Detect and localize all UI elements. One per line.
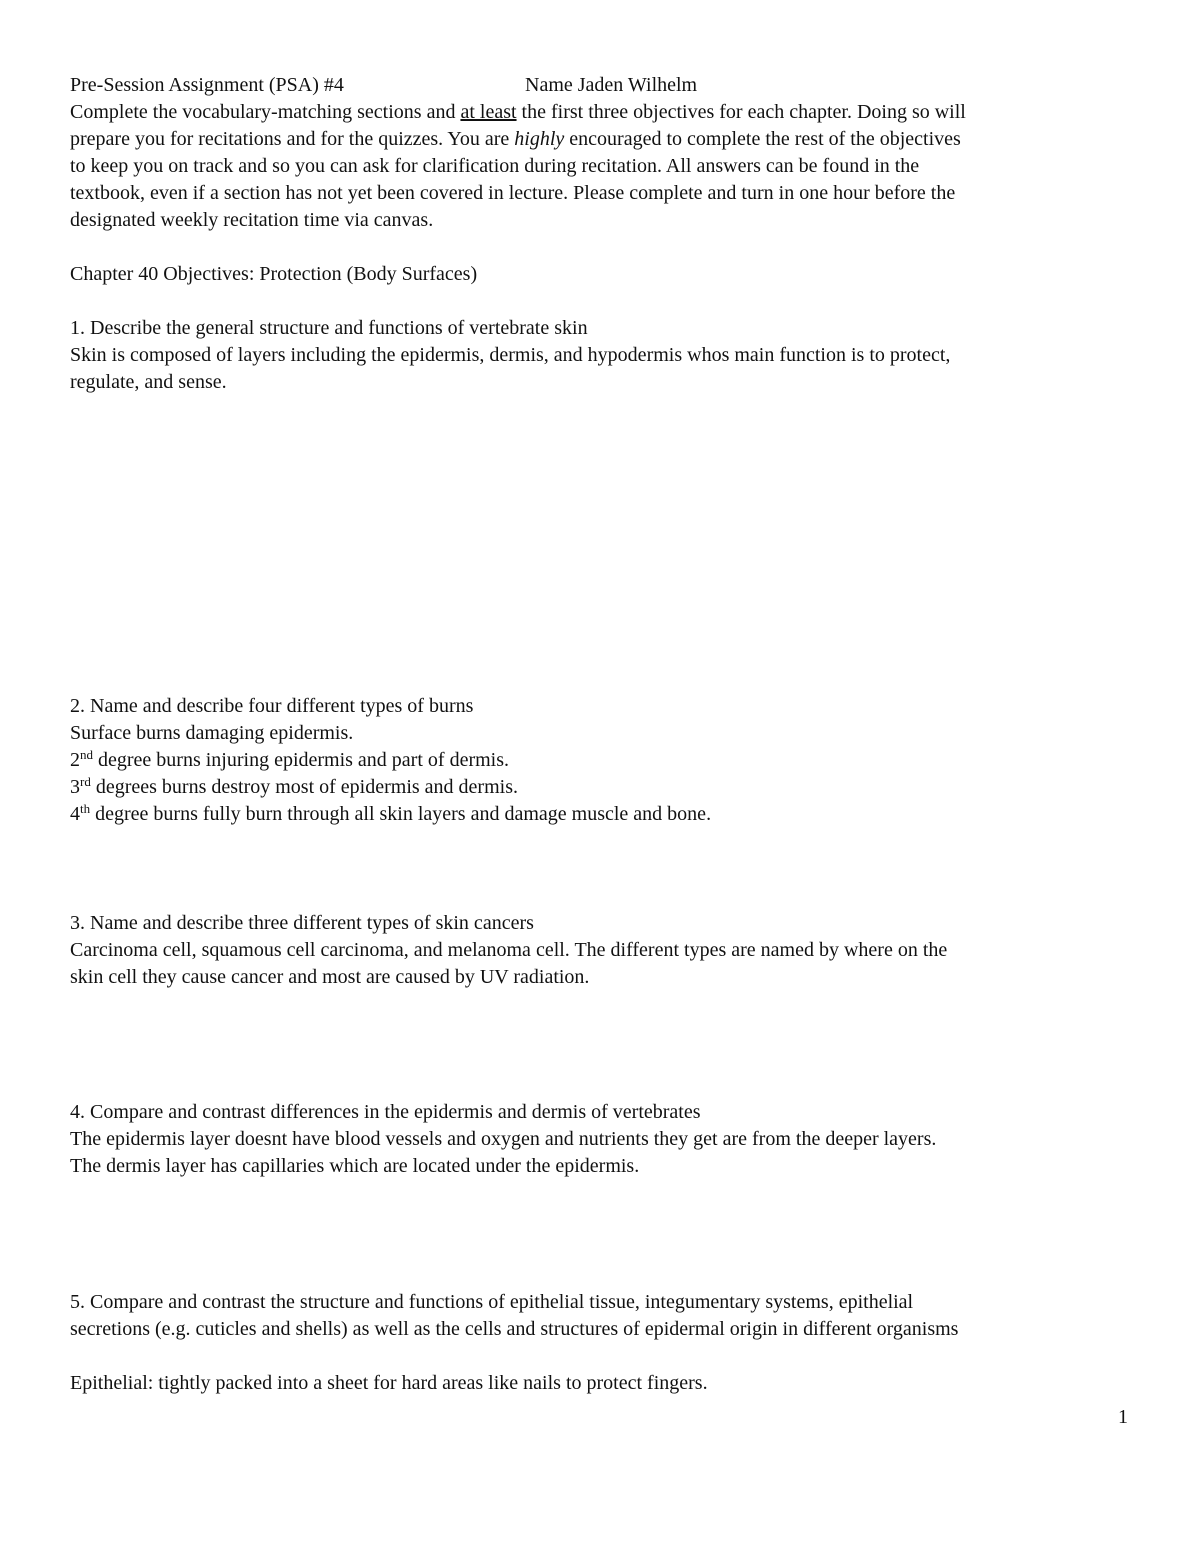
ordinal-suffix: th xyxy=(80,801,91,816)
instructions-line-5: designated weekly recitation time via canvas. xyxy=(70,209,434,231)
instructions-text: Complete the vocabulary-matching sections and xyxy=(70,101,461,123)
instructions-line-4: textbook, even if a section has not yet been covered in lecture. Please complete and turn in one hour before the xyxy=(70,182,956,204)
objective-1-answer-line: regulate, and sense. xyxy=(70,371,227,393)
document-body xyxy=(70,72,1130,396)
instructions-underlined: at least xyxy=(460,101,517,123)
objective-2-answer-line: Surface burns damaging epidermis. xyxy=(70,722,354,744)
objective-2-answer-line xyxy=(70,747,1140,774)
objective-3-answer-line: skin cell they cause cancer and most are caused by UV radiation. xyxy=(70,966,590,988)
instructions-text: encouraged to complete the rest of the objectives xyxy=(564,128,961,150)
ordinal-number: 2 xyxy=(70,749,80,771)
instructions-line-2 xyxy=(70,126,1130,153)
page-number: 1 xyxy=(1118,1406,1128,1428)
objective-4-answer-line: The dermis layer has capillaries which are located under the epidermis. xyxy=(70,1155,640,1177)
header-row xyxy=(70,72,1130,99)
objective-4-prompt: 4. Compare and contrast differences in the epidermis and dermis of vertebrates xyxy=(70,1101,701,1123)
objective-2-prompt: 2. Name and describe four different types of burns xyxy=(70,695,474,717)
objective-5-prompt-line: 5. Compare and contrast the structure and functions of epithelial tissue, integumentary systems, epithelial xyxy=(70,1291,914,1313)
answer-text: degree burns fully burn through all skin layers and damage muscle and bone. xyxy=(90,803,712,825)
assignment-title: Pre-Session Assignment (PSA) #4 xyxy=(70,74,344,96)
instructions-line-3: to keep you on track and so you can ask for clarification during recitation. All answers can be found in the xyxy=(70,155,920,177)
chapter-heading: Chapter 40 Objectives: Protection (Body Surfaces) xyxy=(70,263,478,285)
objective-5 xyxy=(70,1289,1140,1397)
objective-4 xyxy=(70,1099,1140,1180)
objective-2 xyxy=(70,693,1140,828)
objective-2-answer-line xyxy=(70,801,1140,828)
answer-text: degree burns injuring epidermis and part of dermis. xyxy=(93,749,509,771)
ordinal-number: 4 xyxy=(70,803,80,825)
student-name: Name Jaden Wilhelm xyxy=(525,74,698,96)
objective-2-answer-line xyxy=(70,774,1140,801)
instructions-text: the first three objectives for each chapter. Doing so will xyxy=(516,101,966,123)
objective-5-prompt-line: secretions (e.g. cuticles and shells) as well as the cells and structures of epidermal origin in different organisms xyxy=(70,1318,959,1340)
ordinal-suffix: rd xyxy=(80,774,91,789)
objective-3-prompt: 3. Name and describe three different types of skin cancers xyxy=(70,912,534,934)
objective-4-answer-line: The epidermis layer doesnt have blood vessels and oxygen and nutrients they get are from the deeper layers. xyxy=(70,1128,937,1150)
objective-1-prompt: 1. Describe the general structure and functions of vertebrate skin xyxy=(70,317,588,339)
objective-3 xyxy=(70,910,1140,991)
instructions-text: prepare you for recitations and for the quizzes. You are xyxy=(70,128,515,150)
objective-5-answer-line: Epithelial: tightly packed into a sheet for hard areas like nails to protect fingers. xyxy=(70,1372,708,1394)
objective-1-answer-line: Skin is composed of layers including the epidermis, dermis, and hypodermis whos main function is to protect, xyxy=(70,344,951,366)
ordinal-suffix: nd xyxy=(80,747,93,762)
instructions-line-1 xyxy=(70,99,1130,126)
ordinal-number: 3 xyxy=(70,776,80,798)
answer-text: degrees burns destroy most of epidermis and dermis. xyxy=(90,776,518,798)
objective-3-answer-line: Carcinoma cell, squamous cell carcinoma, and melanoma cell. The different types are named by where on the xyxy=(70,939,948,961)
instructions-emphasis: highly xyxy=(514,128,565,150)
